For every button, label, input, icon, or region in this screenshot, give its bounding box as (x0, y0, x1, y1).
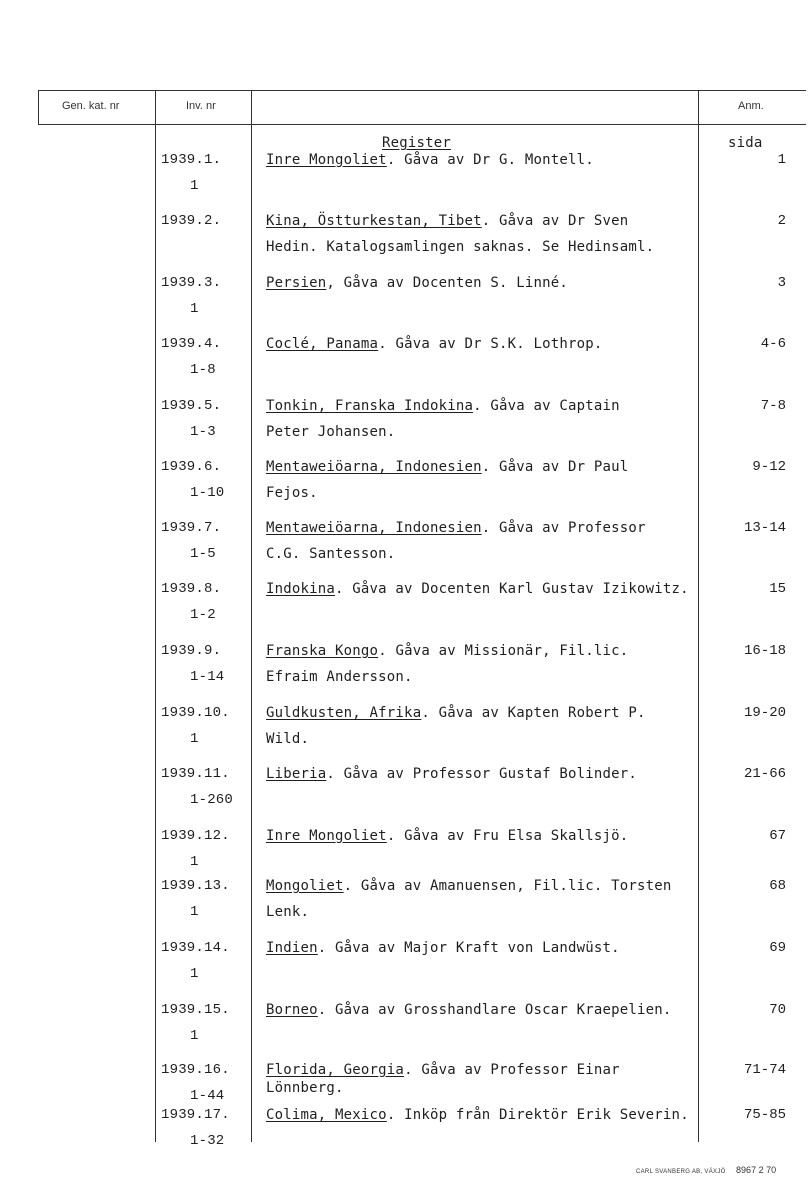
donation-text: . Gåva av Missionär, Fil.lic. (378, 643, 629, 659)
place-name: Mentaweiöarna, Indonesien (266, 459, 482, 475)
entry-text (266, 940, 620, 956)
entry-text-continued: Hedin. Katalogsamlingen saknas. Se Hedinsaml. (266, 239, 655, 255)
inv-number: 1939.1. (161, 152, 222, 168)
place-name: Mentaweiöarna, Indonesien (266, 520, 482, 536)
table-left-border (38, 90, 39, 125)
page-reference: 9-12 (752, 459, 786, 475)
header-anm: Anm. (738, 100, 764, 112)
donation-text: . Gåva av Dr G. Montell. (386, 152, 594, 168)
entry-text (266, 1107, 689, 1123)
entry-text (266, 1062, 620, 1078)
place-name: Persien (266, 275, 327, 291)
donation-text: . Gåva av Professor Einar (404, 1062, 620, 1078)
place-name: Franska Kongo (266, 643, 379, 659)
page-reference: 15 (769, 581, 786, 597)
inv-subrange: 1-10 (190, 485, 225, 501)
page-reference: 16-18 (743, 643, 786, 659)
page-reference: 75-85 (743, 1107, 786, 1123)
inv-number: 1939.9. (161, 643, 222, 659)
entry-text (266, 766, 637, 782)
printer-footer (636, 1160, 776, 1178)
place-name: Tonkin, Franska Indokina (266, 398, 474, 414)
place-name: Mongoliet (266, 878, 344, 894)
inv-number: 1939.12. (161, 828, 230, 844)
sida-label: sida (728, 135, 763, 151)
inv-subrange: 1-5 (190, 546, 216, 562)
donation-text: . Gåva av Dr Paul (481, 459, 629, 475)
inv-subrange: 1 (190, 854, 199, 870)
place-name: Coclé, Panama (266, 336, 379, 352)
place-name: Colima, Mexico (266, 1107, 387, 1123)
donation-text: . Gåva av Professor Gustaf Bolinder. (326, 766, 638, 782)
entry-text (266, 581, 689, 597)
place-name: Florida, Georgia (266, 1062, 405, 1078)
inv-subrange: 1-14 (190, 669, 225, 685)
place-name: Guldkusten, Afrika (266, 705, 422, 721)
place-name: Liberia (266, 766, 327, 782)
inv-subrange: 1 (190, 1028, 199, 1044)
inv-subrange: 1-32 (190, 1133, 225, 1149)
inv-subrange: 1-44 (190, 1088, 225, 1104)
inv-subrange: 1 (190, 966, 199, 982)
header-bottom-border (38, 124, 806, 125)
entry-text-continued: Lenk. (266, 904, 310, 920)
entry-text (266, 643, 628, 659)
page-reference: 4-6 (760, 336, 786, 352)
donation-text: . Gåva av Amanuensen, Fil.lic. Torsten (343, 878, 672, 894)
inv-number: 1939.4. (161, 336, 222, 352)
donation-text: . Gåva av Dr Sven (481, 213, 629, 229)
place-name: Inre Mongoliet (266, 828, 387, 844)
inv-subrange: 1 (190, 178, 199, 194)
inv-number: 1939.14. (161, 940, 230, 956)
column-divider-inv-text (251, 90, 252, 1142)
header-inv-nr: Inv. nr (186, 100, 216, 112)
entry-text (266, 828, 628, 844)
page-reference: 69 (769, 940, 786, 956)
inv-number: 1939.6. (161, 459, 222, 475)
entry-text (266, 705, 646, 721)
entry-text (266, 459, 628, 475)
place-name: Inre Mongoliet (266, 152, 387, 168)
entry-text (266, 398, 620, 414)
inv-subrange: 1-2 (190, 607, 216, 623)
form-code: 8967 2 70 (736, 1165, 777, 1175)
place-name: Kina, Östturkestan, Tibet (266, 213, 482, 229)
inv-number: 1939.8. (161, 581, 222, 597)
entry-text (266, 336, 603, 352)
donation-text: . Gåva av Grosshandlare Oscar Kraepelien. (317, 1002, 672, 1018)
inv-number: 1939.7. (161, 520, 222, 536)
inv-subrange: 1-8 (190, 362, 216, 378)
inv-subrange: 1 (190, 731, 199, 747)
inv-subrange: 1 (190, 301, 199, 317)
page-reference: 68 (769, 878, 786, 894)
inv-subrange: 1-3 (190, 424, 216, 440)
place-name: Borneo (266, 1002, 318, 1018)
inv-number: 1939.16. (161, 1062, 230, 1078)
inv-number: 1939.2. (161, 213, 222, 229)
page-reference: 19-20 (743, 705, 786, 721)
inv-number: 1939.3. (161, 275, 222, 291)
inv-number: 1939.13. (161, 878, 230, 894)
donation-text: . Inköp från Direktör Erik Severin. (386, 1107, 689, 1123)
entry-text (266, 213, 628, 229)
donation-text: . Gåva av Kapten Robert P. (421, 705, 646, 721)
inv-number: 1939.10. (161, 705, 230, 721)
entry-text (266, 275, 568, 291)
inv-subrange: 1 (190, 904, 199, 920)
entry-text (266, 152, 594, 168)
column-divider-text-anm (698, 90, 699, 1142)
page-reference: 21-66 (743, 766, 786, 782)
entry-text-continued: Fejos. (266, 485, 318, 501)
page-reference: 2 (777, 213, 786, 229)
entry-text (266, 520, 646, 536)
page-reference: 7-8 (760, 398, 786, 414)
donation-text: . Gåva av Docenten Karl Gustav Izikowitz. (335, 581, 689, 597)
page-reference: 71-74 (743, 1062, 786, 1078)
entry-text-continued: Wild. (266, 731, 310, 747)
page-reference: 3 (777, 275, 786, 291)
entry-text-continued: Efraim Andersson. (266, 669, 413, 685)
inv-number: 1939.17. (161, 1107, 230, 1123)
column-divider-gen-inv (155, 90, 156, 1142)
entry-text-continued: C.G. Santesson. (266, 546, 396, 562)
inv-number: 1939.15. (161, 1002, 230, 1018)
donation-text: . Gåva av Major Kraft von Landwüst. (317, 940, 620, 956)
entry-text (266, 1002, 672, 1018)
register-title: Register (382, 135, 452, 151)
donation-text: . Gåva av Captain (473, 398, 620, 414)
donation-text: . Gåva av Dr S.K. Lothrop. (378, 336, 603, 352)
place-name: Indokina (266, 581, 336, 597)
page-reference: 1 (777, 152, 786, 168)
entry-text (266, 878, 672, 894)
donation-text: . Gåva av Fru Elsa Skallsjö. (386, 828, 629, 844)
entry-text-continued: Peter Johansen. (266, 424, 396, 440)
inv-subrange: 1-260 (190, 792, 234, 808)
inv-number: 1939.5. (161, 398, 222, 414)
donation-text: . Gåva av Professor (481, 520, 646, 536)
inv-number: 1939.11. (161, 766, 230, 782)
page-reference: 13-14 (743, 520, 786, 536)
place-name: Indien (266, 940, 318, 956)
table-top-border (38, 90, 806, 91)
page-reference: 70 (769, 1002, 786, 1018)
printer-name: CARL SVANBERG AB, VÄXJÖ (636, 1169, 726, 1175)
entry-text-continued: Lönnberg. (266, 1080, 344, 1096)
page-reference: 67 (769, 828, 786, 844)
donation-text: , Gåva av Docenten S. Linné. (326, 275, 569, 291)
header-gen-kat-nr: Gen. kat. nr (62, 100, 120, 112)
